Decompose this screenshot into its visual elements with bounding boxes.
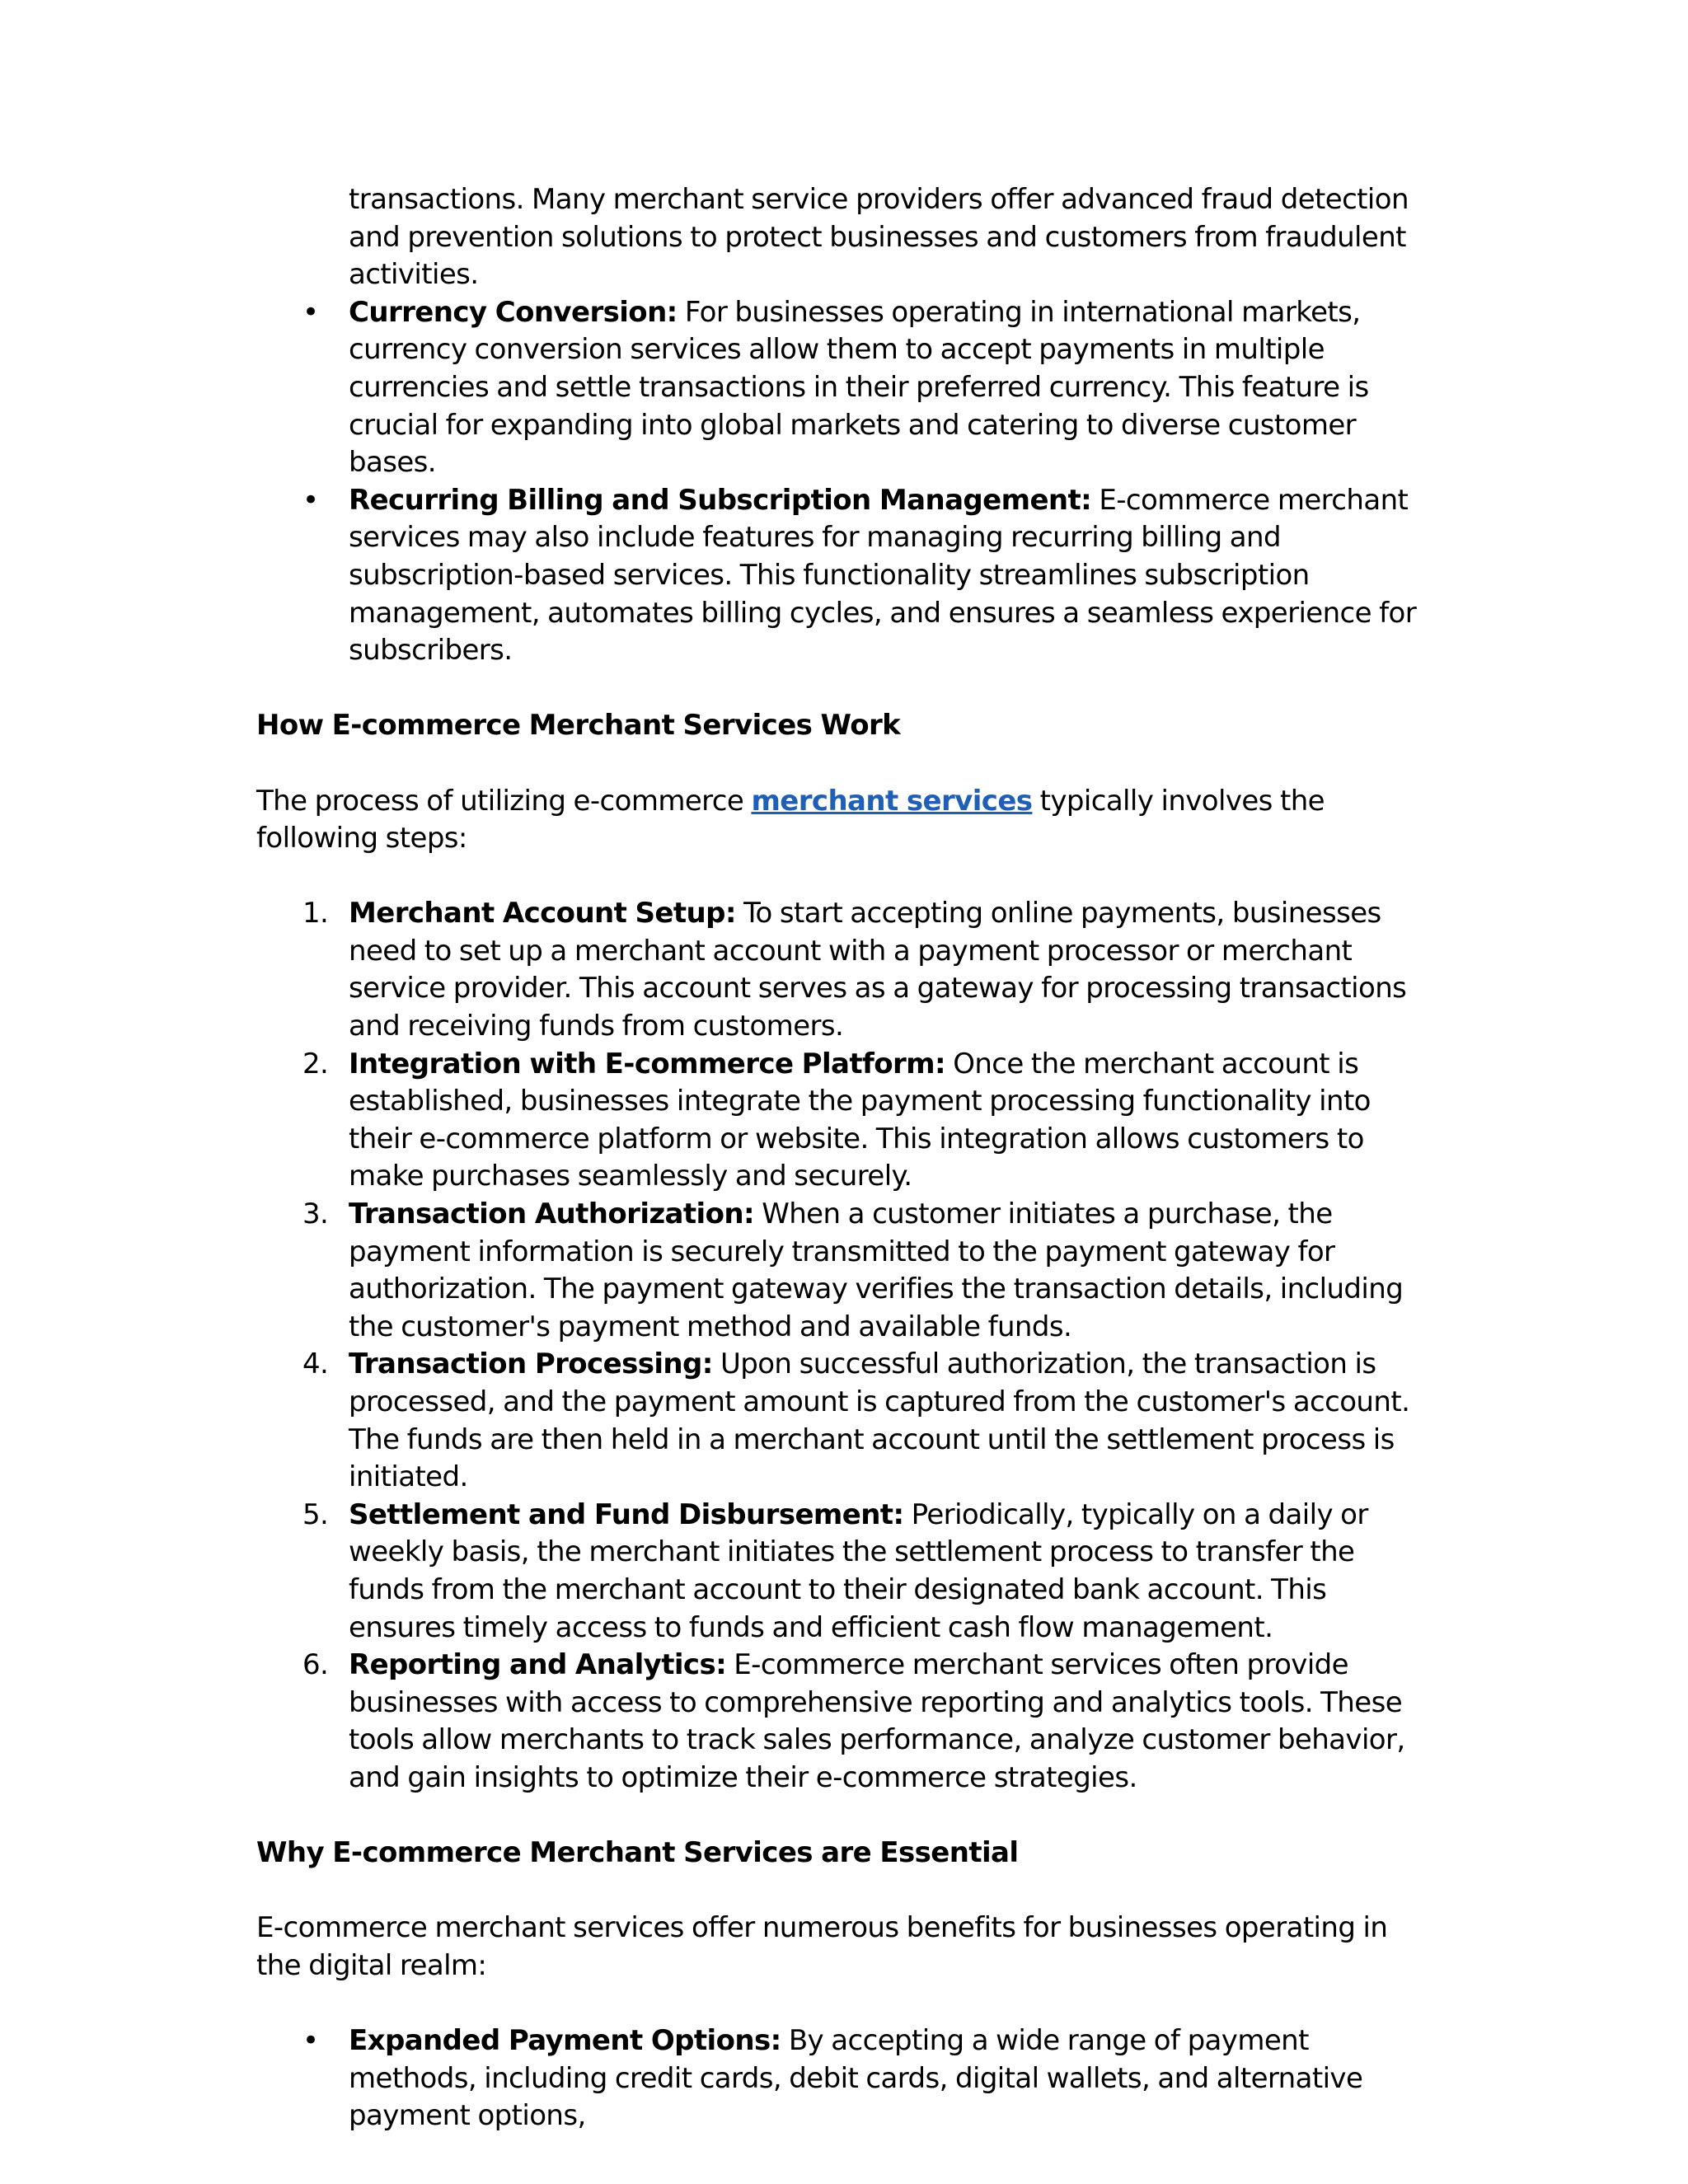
step-number: 5. <box>302 1497 329 1531</box>
step-item <box>256 1497 1427 1647</box>
step-title: Merchant Account Setup: <box>349 897 736 930</box>
step-item <box>256 895 1427 1045</box>
feature-bullet-list <box>256 294 1427 670</box>
step-title: Transaction Processing: <box>349 1347 713 1381</box>
bullet-icon: • <box>302 295 319 329</box>
bullet-icon: • <box>302 2024 319 2058</box>
step-number: 1. <box>302 897 329 930</box>
steps-numbered-list <box>256 895 1427 1797</box>
list-item <box>256 482 1427 670</box>
step-text: Periodically, typically on a daily or weekly basis, the merchant initiates the settlement process to transfer the funds from the merchant account to their designated bank account. This ensures timely access to funds and efficient cash flow management. <box>349 1497 1368 1644</box>
step-item <box>256 1196 1427 1346</box>
section-intro-why: E-commerce merchant services offer numerous benefits for businesses operating in the digital realm: <box>256 1911 1388 1982</box>
step-item <box>256 1346 1427 1496</box>
step-text: Upon successful authorization, the transaction is processed, and the payment amount is captured from the customer's account. The funds are then held in a merchant account until the settlement process is initiated. <box>349 1347 1410 1494</box>
step-number: 3. <box>302 1197 329 1231</box>
merchant-services-link[interactable]: merchant services <box>751 784 1033 818</box>
list-item-title: Recurring Billing and Subscription Management: <box>349 483 1092 517</box>
list-item <box>256 2022 1427 2135</box>
list-item-text: E-commerce merchant services may also include features for managing recurring billing and subscription-based services. This functionality streamlines subscription management, automates billing cycles, and ensures a seamless experience for subscribers. <box>349 483 1417 668</box>
step-item <box>256 1647 1427 1797</box>
list-item-text: By accepting a wide range of payment methods, including credit cards, debit cards, digital wallets, and alternative payment options, <box>349 2024 1363 2133</box>
step-number: 6. <box>302 1648 329 1682</box>
step-text: E-commerce merchant services often provide businesses with access to comprehensive reporting and analytics tools. These tools allow merchants to track sales performance, analyze customer behavior, and gain insights to optimize their e-commerce strategies. <box>349 1648 1405 1794</box>
section-intro-how <box>256 783 1427 858</box>
step-title: Integration with E-commerce Platform: <box>349 1047 945 1080</box>
list-item-text: For businesses operating in international markets, currency conversion services allow them to accept payments in multiple currencies and settle transactions in their preferred currency. This feature is crucial for expanding into global markets and catering to diverse customer bases. <box>349 295 1369 480</box>
intro-text: typically involves the following steps: <box>256 784 1325 855</box>
section-heading-how: How E-commerce Merchant Services Work <box>256 709 901 743</box>
step-text: When a customer initiates a purchase, the payment information is securely transmitted to the payment gateway for authorization. The payment gateway verifies the transaction details, including the customer's payment method and available funds. <box>349 1197 1404 1343</box>
intro-text: The process of utilizing e-commerce <box>256 784 752 818</box>
list-item-title: Expanded Payment Options: <box>349 2024 781 2058</box>
list-item-title: Currency Conversion: <box>349 295 678 329</box>
benefits-bullet-list <box>256 2022 1427 2135</box>
step-item <box>256 1046 1427 1196</box>
continued-paragraph: transactions. Many merchant service providers offer advanced fraud detection and prevention solutions to protect businesses and customers from fraudulent activities. <box>349 183 1409 292</box>
step-title: Reporting and Analytics: <box>349 1648 727 1682</box>
bullet-icon: • <box>302 483 319 517</box>
step-text: To start accepting online payments, businesses need to set up a merchant account with a payment processor or merchant service provider. This account serves as a gateway for processing transactions and receiving funds from customers. <box>349 897 1407 1043</box>
step-title: Transaction Authorization: <box>349 1197 754 1231</box>
step-title: Settlement and Fund Disbursement: <box>349 1497 904 1531</box>
step-text: Once the merchant account is established, businesses integrate the payment processing functionality into their e-commerce platform or website. This integration allows customers to make purchases seamlessly and securely. <box>349 1047 1371 1193</box>
section-heading-why: Why E-commerce Merchant Services are Essential <box>256 1836 1019 1870</box>
step-number: 4. <box>302 1347 329 1381</box>
list-item <box>256 294 1427 482</box>
step-number: 2. <box>302 1047 329 1080</box>
document-body <box>256 181 1427 2135</box>
